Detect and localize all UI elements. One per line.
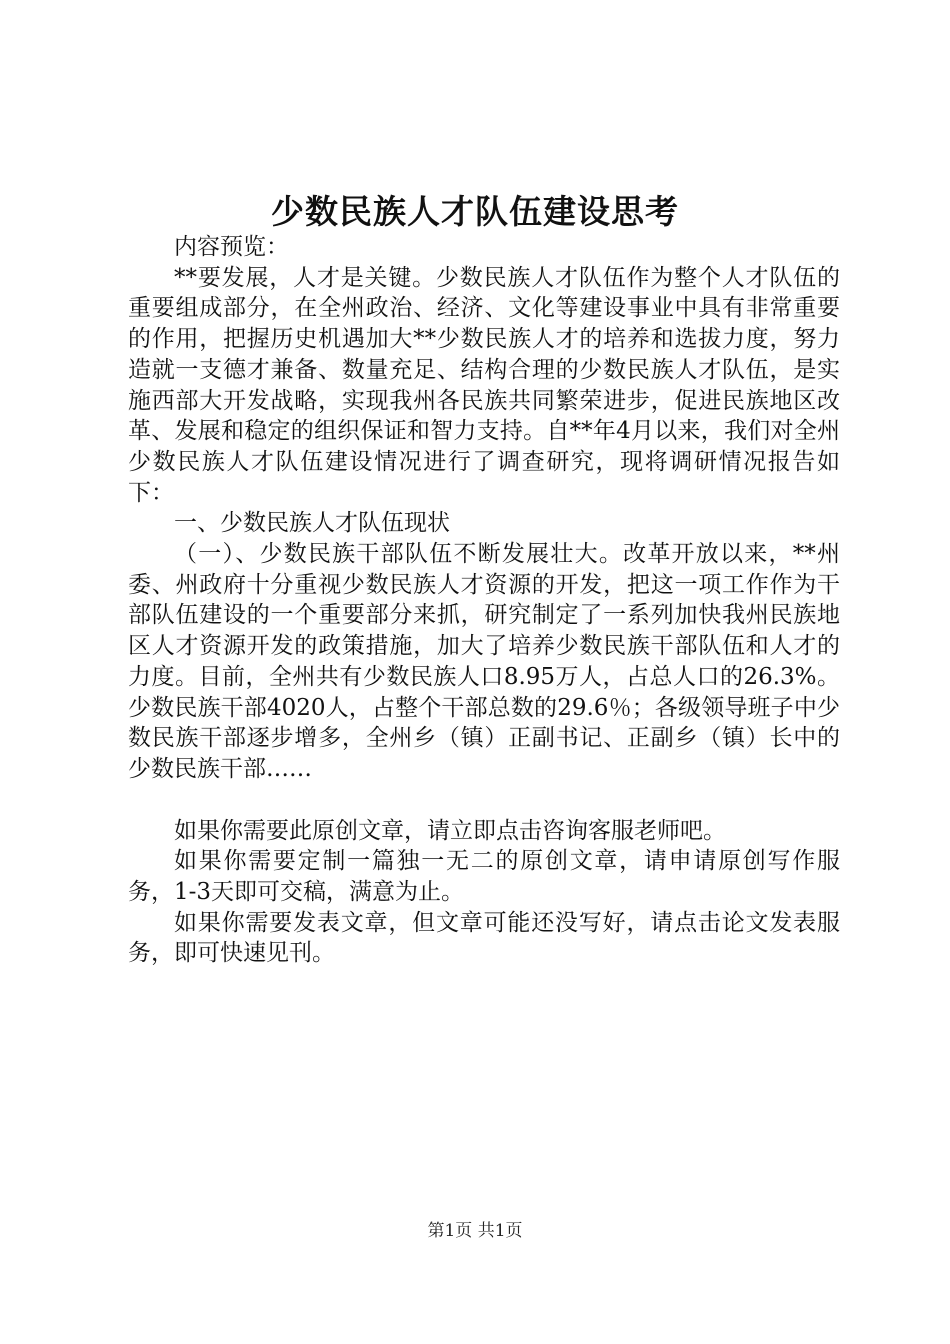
preview-label: 内容预览： (174, 234, 289, 260)
page-number: 第1页 共1页 (427, 1221, 523, 1241)
document-body (128, 232, 840, 969)
section-heading: 一、少数民族人才队伍现状 (174, 510, 450, 537)
consult-service-link[interactable]: 如果你需要此原创文章，请立即点击咨询客服老师吧。 (174, 817, 726, 844)
intro-paragraph: **要发展，人才是关键。少数民族人才队伍作为整个人才队伍的重要组成部分，在全州政治、经济、文化等建设事业中具有非常重要的作用，把握历史机遇加大**少数民族人才的培养和选拔力度，努力造就一支德才兼备、数量充足、结构合理的少数民族人才队伍，是实施西部大开发战略，实现我州各民族共同繁荣进步，促进民族地区改革、发展和稳定的组织保证和智力支持。自**年4月以来，我们对全州少数民族人才队伍建设情况进行了调查研究，现将调研情况报告如下： (128, 264, 840, 506)
custom-writing-link[interactable]: 如果你需要定制一篇独一无二的原创文章，请申请原创写作服务，1-3天即可交稿，满意为止。 (128, 848, 840, 906)
section-paragraph: （一）、少数民族干部队伍不断发展壮大。改革开放以来，**州委、州政府十分重视少数民族人才资源的开发，把这一项工作作为干部队伍建设的一个重要部分来抓，研究制定了一系列加快我州民族地区人才资源开发的政策措施，加大了培养少数民族干部队伍和人才的力度。目前，全州共有少数民族人口8.95万人，占总人口的26.3%。少数民族干部4020人，占整个干部总数的29.6％；各级领导班子中少数民族干部逐步增多，全州乡（镇）正副书记、正副乡（镇）长中的少数民族干部…… (128, 541, 840, 782)
page-title: 少数民族人才队伍建设思考 (271, 192, 679, 231)
publish-service-link[interactable]: 如果你需要发表文章，但文章可能还没写好，请点击论文发表服务，即可快速见刊。 (128, 909, 840, 967)
